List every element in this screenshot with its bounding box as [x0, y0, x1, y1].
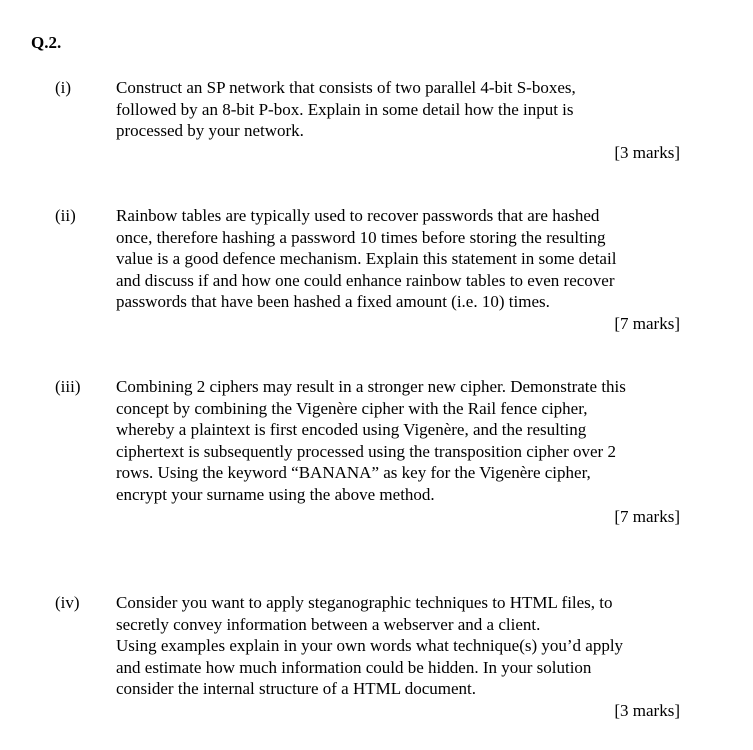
part-text-line: and discuss if and how one could enhance rainbow tables to even recover	[116, 270, 615, 290]
question-part-ii	[0, 205, 753, 335]
part-text	[116, 77, 691, 142]
part-number: (ii)	[55, 206, 76, 225]
part-text	[116, 592, 691, 700]
part-text-line: processed by your network.	[116, 121, 304, 140]
part-text-line: secretly convey information between a webserver and a client.	[116, 614, 541, 634]
question-part-iv	[0, 592, 753, 727]
part-text-line: rows. Using the keyword “BANANA” as key for the Vigenère cipher,	[116, 463, 591, 482]
marks-label: [7 marks]	[614, 314, 680, 333]
part-text-line: encrypt your surname using the above method.	[116, 484, 435, 504]
marks-label: [3 marks]	[614, 701, 680, 720]
question-part-iii	[0, 376, 753, 531]
part-text-line: Rainbow tables are typically used to recover passwords that are hashed	[116, 206, 600, 225]
part-text-line: ciphertext is subsequently processed using the transposition cipher over 2	[116, 441, 616, 461]
part-text-line: consider the internal structure of a HTML document.	[116, 679, 477, 698]
part-number: (i)	[55, 78, 72, 97]
part-text-line: Using examples explain in your own words what technique(s) you’d apply	[116, 636, 624, 655]
question-title: Q.2.	[31, 33, 62, 52]
part-text-line: passwords that have been hashed a fixed amount (i.e. 10) times.	[116, 292, 550, 311]
part-text-line: Construct an SP network that consists of two parallel 4-bit S-boxes,	[116, 78, 576, 97]
part-text-line: Consider you want to apply steganographic techniques to HTML files, to	[116, 593, 613, 612]
part-text	[116, 376, 691, 505]
question-part-i	[0, 77, 753, 167]
part-number: (iii)	[55, 377, 81, 396]
part-text	[116, 205, 691, 313]
part-text-line: Combining 2 ciphers may result in a stronger new cipher. Demonstrate this	[116, 377, 626, 396]
part-text-line: followed by an 8-bit P-box. Explain in some detail how the input is	[116, 99, 574, 119]
part-text-line: whereby a plaintext is first encoded using Vigenère, and the resulting	[116, 420, 587, 439]
part-text-line: value is a good defence mechanism. Explain this statement in some detail	[116, 249, 617, 268]
marks-label: [7 marks]	[614, 507, 680, 526]
part-number: (iv)	[55, 593, 80, 612]
part-text-line: and estimate how much information could be hidden. In your solution	[116, 657, 592, 677]
part-text-line: concept by combining the Vigenère cipher with the Rail fence cipher,	[116, 398, 588, 418]
marks-label: [3 marks]	[614, 143, 680, 162]
part-text-line: once, therefore hashing a password 10 times before storing the resulting	[116, 227, 606, 247]
